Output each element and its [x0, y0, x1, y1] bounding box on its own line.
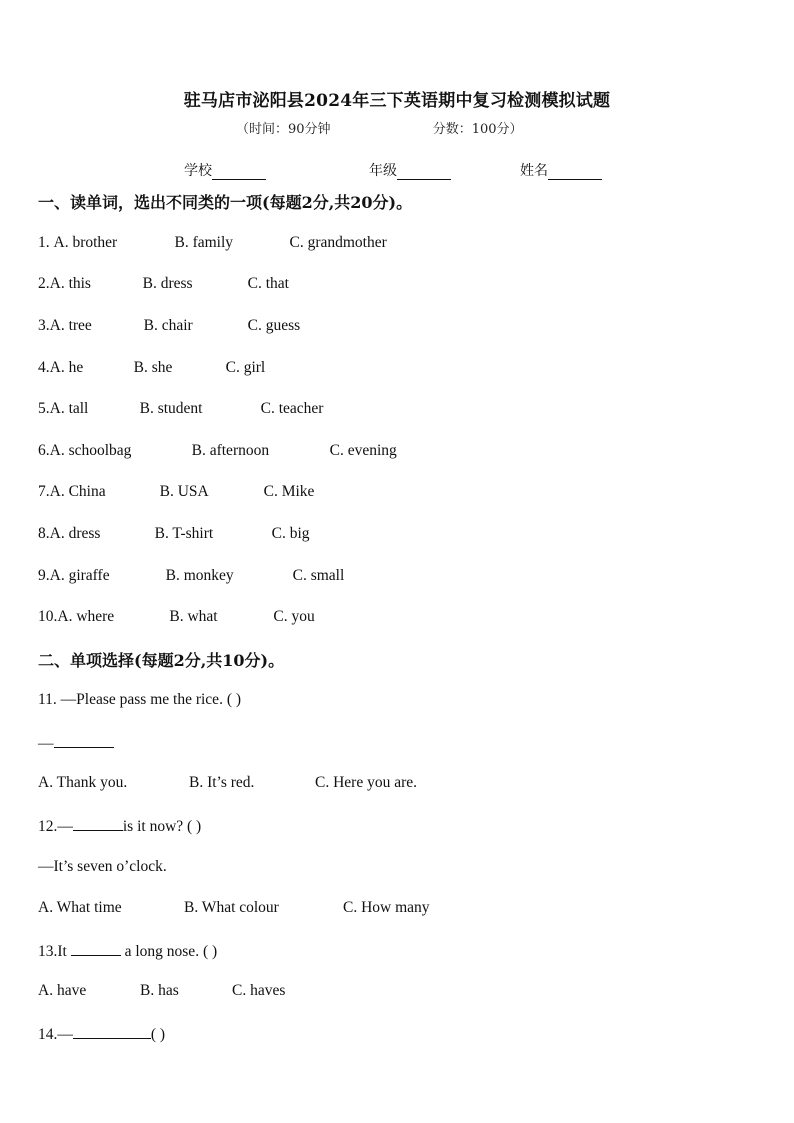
- option-b: B. USA: [159, 483, 209, 500]
- question-11-options: [38, 774, 417, 792]
- option-c: C. girl: [225, 359, 266, 376]
- school-blank[interactable]: [212, 165, 266, 180]
- option-a: A. giraffe: [49, 567, 110, 584]
- exam-meta: [236, 118, 523, 137]
- stem-end: is it now? ( ): [122, 818, 202, 835]
- question-4: [38, 359, 265, 377]
- question-number: 2.: [38, 275, 50, 292]
- school-label: 学校: [184, 163, 212, 179]
- option-b: B. what: [169, 608, 218, 625]
- option-a: A. have: [38, 982, 87, 999]
- option-b: B. monkey: [165, 567, 234, 584]
- option-a: A. tall: [49, 400, 89, 417]
- option-c: C. Mike: [263, 483, 315, 500]
- question-7: [38, 483, 314, 501]
- school-field: [184, 160, 266, 180]
- stem-start: 14.—: [38, 1026, 73, 1043]
- section2-heading: 二、单项选择(每题2分,共10分)。: [38, 651, 285, 670]
- question-number: 4.: [38, 359, 50, 376]
- question-12-options: [38, 899, 430, 917]
- option-b: B. student: [139, 400, 203, 417]
- answer-blank[interactable]: [73, 816, 123, 831]
- question-3: [38, 317, 300, 335]
- option-c: C. teacher: [260, 400, 324, 417]
- question-5: [38, 400, 323, 418]
- question-number: 6.: [38, 442, 50, 459]
- option-c: C. Here you are.: [315, 774, 417, 791]
- grade-label: 年级: [369, 163, 397, 179]
- option-c: C. grandmother: [289, 234, 387, 251]
- option-a: A. he: [49, 359, 84, 376]
- question-11-reply: [38, 733, 114, 753]
- option-a: A. What time: [38, 899, 122, 916]
- answer-blank[interactable]: [73, 1024, 151, 1039]
- name-label: 姓名: [520, 163, 548, 179]
- option-a: A. China: [49, 483, 106, 500]
- option-b: B. chair: [143, 317, 193, 334]
- question-number: 3.: [38, 317, 50, 334]
- option-a: A. Thank you.: [38, 774, 128, 791]
- question-14-stem: [38, 1024, 165, 1044]
- option-a: A. where: [57, 608, 115, 625]
- name-field: [520, 160, 602, 180]
- option-b: B. afternoon: [191, 442, 270, 459]
- question-13-stem: [38, 941, 217, 961]
- question-number: 1.: [38, 234, 54, 251]
- question-12-stem: [38, 816, 201, 836]
- option-b: B. It’s red.: [189, 774, 255, 791]
- option-a: A. schoolbag: [49, 442, 132, 459]
- question-6: [38, 442, 397, 460]
- option-a: A. dress: [49, 525, 101, 542]
- option-b: B. T-shirt: [154, 525, 214, 542]
- option-b: B. family: [174, 234, 234, 251]
- question-13-options: [38, 982, 285, 1000]
- option-a: A. tree: [49, 317, 92, 334]
- stem-end: ( ): [150, 1026, 166, 1043]
- option-b: B. What colour: [184, 899, 279, 916]
- score-info: 分数：100分）: [432, 122, 523, 137]
- option-c: C. big: [271, 525, 310, 542]
- question-12-reply: —It’s seven o’clock.: [38, 858, 167, 875]
- stem-start: 12.—: [38, 818, 73, 835]
- grade-blank[interactable]: [397, 165, 451, 180]
- page-title: 驻马店市泌阳县2024年三下英语期中复习检测模拟试题: [183, 91, 611, 111]
- time-info: （时间：90分钟: [236, 122, 331, 137]
- question-number: 5.: [38, 400, 50, 417]
- answer-blank[interactable]: [71, 941, 121, 956]
- option-b: B. has: [140, 982, 179, 999]
- option-b: B. dress: [142, 275, 193, 292]
- question-number: 8.: [38, 525, 50, 542]
- answer-blank[interactable]: [54, 733, 114, 748]
- question-number: 7.: [38, 483, 50, 500]
- question-number: 10.: [38, 608, 58, 625]
- name-blank[interactable]: [548, 165, 602, 180]
- reply-dash: —: [38, 735, 54, 752]
- option-c: C. you: [273, 608, 315, 625]
- grade-field: [369, 160, 451, 180]
- stem-end: a long nose. ( ): [120, 943, 218, 960]
- question-10: [38, 608, 315, 626]
- question-1: [38, 234, 387, 252]
- option-c: C. small: [292, 567, 345, 584]
- option-c: C. evening: [329, 442, 397, 459]
- stem-start: 13.It: [38, 943, 71, 960]
- option-c: C. How many: [343, 899, 430, 916]
- option-b: B. she: [133, 359, 173, 376]
- question-number: 9.: [38, 567, 50, 584]
- option-a: A. this: [49, 275, 91, 292]
- question-8: [38, 525, 310, 543]
- question-9: [38, 567, 344, 585]
- option-a: A. brother: [53, 234, 118, 251]
- section1-heading: 一、读单词，选出不同类的一项(每题2分,共20分)。: [38, 193, 413, 212]
- question-2: [38, 275, 289, 293]
- option-c: C. haves: [232, 982, 286, 999]
- option-c: C. that: [247, 275, 289, 292]
- option-c: C. guess: [247, 317, 301, 334]
- question-11-stem: 11. —Please pass me the rice. ( ): [38, 691, 242, 708]
